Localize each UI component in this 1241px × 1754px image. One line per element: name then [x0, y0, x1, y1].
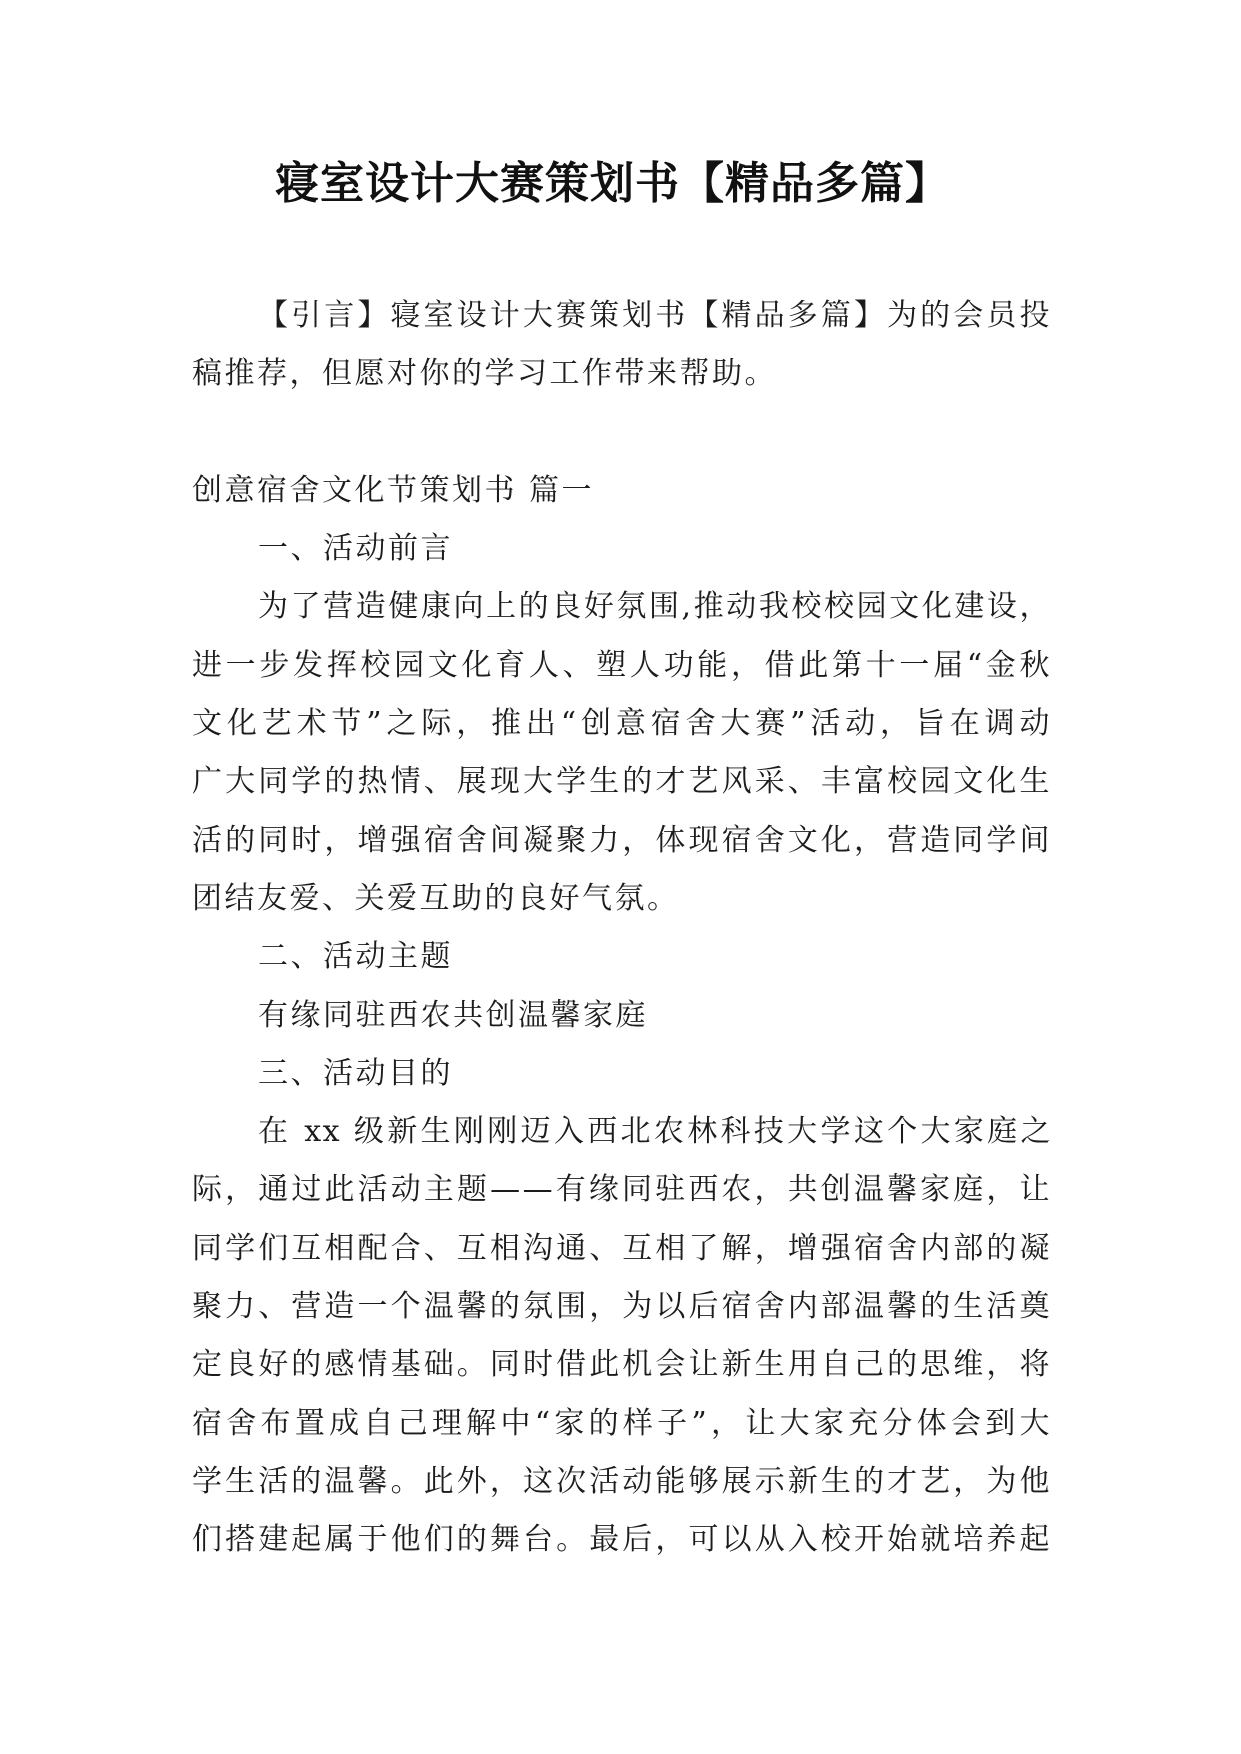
document-body [192, 287, 1052, 1570]
paragraph-line: 在 xx 级新生刚刚迈入西北农林科技大学这个大家庭之 [258, 1114, 1052, 1150]
paragraph-line: 宿舍布置成自己理解中“家的样子”，让大家充分体会到大 [192, 1405, 1052, 1441]
paragraph-line: 进一步发挥校园文化育人、塑人功能，借此第十一届“金秋 [192, 647, 1052, 683]
paragraph-line: 广大同学的热情、展现大学生的才艺风采、丰富校园文化生 [192, 764, 1052, 800]
paragraph-line: 定良好的感情基础。同时借此机会让新生用自己的思维，将 [192, 1347, 1052, 1383]
intro-line: 稿推荐，但愿对你的学习工作带来帮助。 [192, 356, 777, 392]
intro-line: 【引言】寝室设计大赛策划书【精品多篇】为的会员投 [258, 298, 1052, 333]
paragraph-line: 际，通过此活动主题——有缘同驻西农，共创温馨家庭，让 [192, 1172, 1052, 1208]
paragraph-line: 为了营造健康向上的良好氛围,推动我校校园文化建设， [258, 589, 1052, 625]
section-heading: 一、活动前言 [258, 531, 453, 567]
section-heading: 三、活动目的 [258, 1055, 453, 1091]
section-heading: 二、活动主题 [258, 939, 453, 975]
paragraph-line: 活的同时，增强宿舍间凝聚力，体现宿舍文化，营造同学间 [192, 822, 1052, 858]
paragraph-line: 学生活的温馨。此外，这次活动能够展示新生的才艺，为他 [192, 1463, 1052, 1499]
paragraph-line: 同学们互相配合、互相沟通、互相了解，增强宿舍内部的凝 [192, 1230, 1052, 1266]
paragraph-line: 文化艺术节”之际，推出“创意宿舍大赛”活动，旨在调动 [192, 706, 1052, 742]
paragraph-line: 聚力、营造一个温馨的氛围，为以后宿舍内部温馨的生活奠 [192, 1289, 1052, 1325]
blank-line [192, 404, 1052, 462]
paragraph-line: 团结友爱、关爱互助的良好气氛。 [192, 880, 680, 916]
paragraph-line: 们搭建起属于他们的舞台。最后，可以从入校开始就培养起 [192, 1522, 1052, 1558]
paragraph-line: 有缘同驻西农共创温馨家庭 [258, 997, 648, 1033]
document-title: 寝室设计大赛策划书【精品多篇】 [275, 158, 950, 209]
article-heading: 创意宿舍文化节策划书 篇一 [192, 472, 595, 508]
